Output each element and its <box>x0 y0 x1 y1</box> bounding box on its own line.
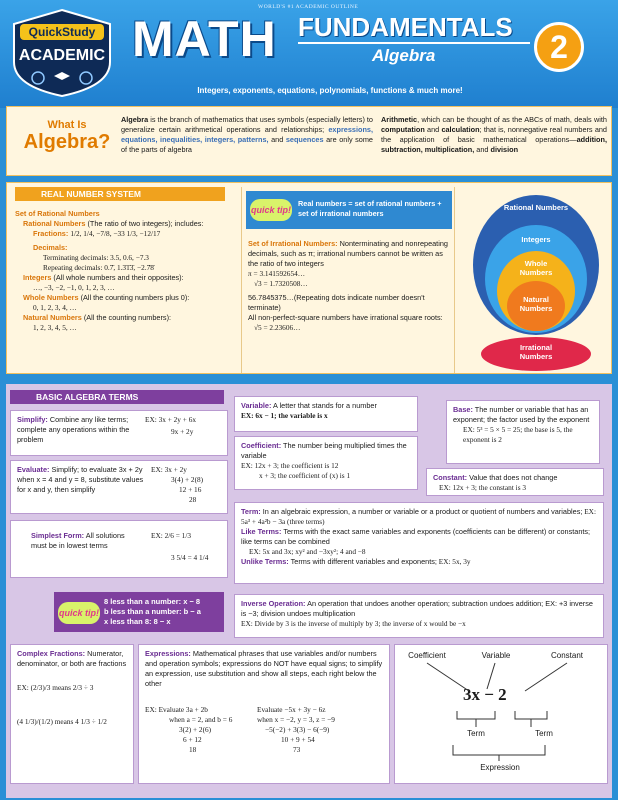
quick-tip-real: quick tip! Real numbers = set of rational numbers + set of irrational numbers <box>246 191 452 229</box>
term-label-2: Term <box>535 729 553 738</box>
variable-label: Variable <box>481 651 511 660</box>
constant-label: Constant <box>550 651 584 660</box>
expression-sample: 3x − 2 <box>463 685 507 704</box>
rational-numbers-column: Set of Rational Numbers Rational Numbers (The ratio of two integers); includes: Fractions: 1/2, 1/4, −7/8, −33 1/3, −12/17 Decimals: Terminating decimals: 3.5, 0.6, −7.3 Repeating decimals: 0.7̄, 1.3̄1̄3̄, −2.7̄8̄ Integers (All whole numbers and their opposites): …, −3, −2, −1, 0, 1, 2, 3, … Whole Numbers (All the counting numbers plus 0): 0, 1, 2, 3, 4, … Natural Numbers (All the counting numbers): 1, 2, 3, 4, 5, … <box>15 209 204 332</box>
inverse-operation-box: Inverse Operation: An operation that undoes another operation; subtraction undoes addition; EX: +3 inverse is −3; division undoes multiplication EX: Divide by 3 is the inverse of multiply by 3; the inverse of x would be −x <box>234 594 604 638</box>
constant-box: Constant: Value that does not change EX: 12x + 3; the constant is 3 <box>426 468 604 496</box>
base-box: Base: The number or variable that has an exponent; the factor used by the exponent EX: 5³ = 5 × 5 = 25; the base is 5, the exponent is 2 <box>446 400 600 464</box>
svg-text:QuickStudy: QuickStudy <box>28 25 96 39</box>
simplest-form-box: Simplest Form: All solutions must be in lowest terms EX: 2/6 = 1/3 3 5/4 = 4 1/4 <box>10 520 228 578</box>
complex-fractions-box: Complex Fractions: Numerator, denominator, or both are fractions EX: (2/3)/3 means 2/3 ÷ 3 (4 1/3)/(1/2) means 4 1/3 ÷ 1/2 <box>10 644 134 784</box>
subtitle: Algebra <box>372 46 436 65</box>
quick-tip-badge: quick tip! <box>58 602 100 624</box>
tagline: Integers, exponents, equations, polynomials, functions & much more! <box>197 86 463 95</box>
quick-tip-less-than: quick tip! 8 less than a number: x − 8 b less than a number: b − a x less than 8: 8 − x <box>54 592 224 632</box>
edition-number-badge: 2 <box>534 22 584 72</box>
title-divider <box>298 42 530 44</box>
algebra-definition: Algebra is the branch of mathematics that uses symbols (especially letters) to generalize certain arithmetical operations and relationships; expressions, equations, inequalities, integers, patterns, and sequences are only some of the parts of algebra <box>121 115 373 154</box>
term-label-1: Term <box>467 729 485 738</box>
expression-anatomy-diagram <box>394 644 608 784</box>
title-second: FUNDAMENTALS <box>298 12 513 42</box>
quickstudy-logo <box>6 6 118 98</box>
simplify-box: Simplify: Combine any like terms; complete any operations within the problem EX: 3x + 2y + 6x 9x + 2y <box>10 410 228 456</box>
svg-text:ACADEMIC: ACADEMIC <box>18 47 106 64</box>
expression-label: Expression <box>480 763 520 772</box>
term-box: Term: In an algebraic expression, a number or variable or a product or quotient of numbers and variables; EX: 5a³ + 4a²b − 3a (three terms) Like Terms: Terms with the exact same variables and exponents (coefficients can be different) or constants; like terms can be combined EX: 5x and 3x; xy² and −3xy²; 4 and −8 Unlike Terms: Terms with different variables and exponents; EX: 5x, 3y <box>234 502 604 584</box>
evaluate-box: Evaluate: Simplify; to evaluate 3x + 2y when x = 4 and y = 8, substitute values for x and y, then simplify EX: 3x + 2y 3(4) + 2(8) 12 + 16 28 <box>10 460 228 514</box>
title-main: MATH <box>132 11 277 67</box>
expressions-box: Expressions: Mathematical phrases that use variables and/or numbers and operation symbols; expressions do NOT have equal signs; to simplify an expression, use substitution and show all steps, each right below the other EX: Evaluate 3a + 2b when a = 2, and b = 6 3(2) + 2(6) 6 + 12 18 Evaluate −5x + 3y − 6z when x = −2, y = 3, z = −9 −5(−2) + 3(3) − 6(−9) 10 + 9 + 54 73 <box>138 644 390 784</box>
world-label: WORLD'S #1 ACADEMIC OUTLINE <box>258 4 359 10</box>
what-is-title: What Is Algebra? <box>23 119 111 153</box>
real-number-panel <box>6 182 612 374</box>
coefficient-box: Coefficient: The number being multiplied times the variable EX: 12x + 3; the coefficient is 12 x + 3; the coefficient of (x) is 1 <box>234 436 418 490</box>
number-sets-diagram: Rational Numbers Integers Whole Numbers Natural Numbers Irrational Numbers <box>463 191 609 371</box>
arithmetic-definition: Arithmetic, which can be thought of as the ABCs of math, deals with computation and calculation; that is, nonnegative real numbers and the application of basic mathematical operations—addition, subtraction, multiplication, and division <box>381 115 607 154</box>
irrational-numbers-column: quick tip! Real numbers = set of rational numbers + set of irrational numbers Set of Irrational Numbers: Nonterminating and nonrepeating decimals, such as π; irrational numbers cannot be written as the ratio of two integers π = 3.141592654… √3 = 1.7320508… 56.7845375…(Repeating dots indicate number doesn't terminate) All non-perfect-square numbers have irrational square roots: √5 = 2.23606… <box>241 187 455 373</box>
variable-box: Variable: A letter that stands for a number EX: 6x − 1; the variable is x <box>234 396 418 432</box>
what-is-algebra-panel <box>6 106 612 176</box>
quick-tip-badge: quick tip! <box>250 199 292 221</box>
basic-terms-heading: BASIC ALGEBRA TERMS <box>10 390 224 404</box>
real-number-heading: REAL NUMBER SYSTEM <box>15 187 225 201</box>
coefficient-label: Coefficient <box>408 651 446 660</box>
